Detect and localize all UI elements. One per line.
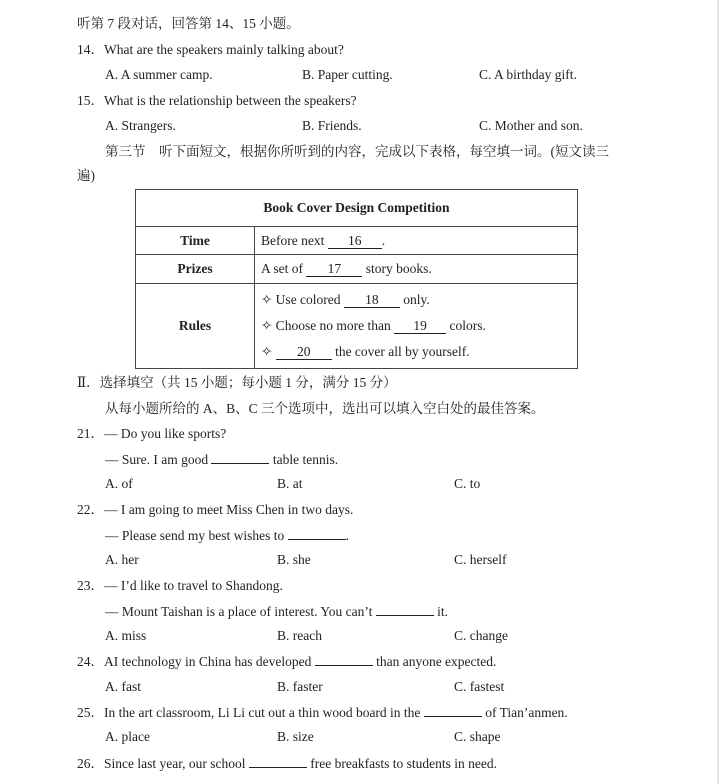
time-suffix: . xyxy=(381,232,386,248)
rule-1 xyxy=(261,287,577,313)
option-a: A. of xyxy=(105,476,133,491)
question-text: In the art classroom, Li Li cut out a thin wood board in the xyxy=(104,705,421,720)
answer-blank[interactable] xyxy=(288,526,346,540)
section3-instruction-cont: 遍) xyxy=(77,168,95,183)
answer-blank[interactable] xyxy=(315,652,373,666)
rule-1-suffix: only. xyxy=(403,292,430,307)
dialogue-text: — Sure. I am good xyxy=(105,452,209,467)
option-a: A. her xyxy=(105,552,139,567)
question-14 xyxy=(77,41,344,59)
question-number: 23． xyxy=(77,578,104,593)
answer-blank[interactable] xyxy=(249,754,307,768)
option-c: C. herself xyxy=(454,552,507,567)
dialogue-line-2 xyxy=(105,602,448,621)
prizes-label: Prizes xyxy=(136,255,255,284)
option-a: A. miss xyxy=(105,628,147,643)
prizes-value xyxy=(255,255,578,284)
question-number: 22． xyxy=(77,502,104,517)
question-24 xyxy=(77,652,496,671)
question-text: Since last year, our school xyxy=(104,756,246,771)
dialogue-line-1: — I’d like to travel to Shandong. xyxy=(104,578,283,593)
option-a: A. fast xyxy=(105,679,141,694)
question-21 xyxy=(77,425,226,443)
option-c: C. fastest xyxy=(454,679,505,694)
question-23 xyxy=(77,577,283,595)
prizes-suffix: story books. xyxy=(365,261,432,276)
dialogue-text: — Mount Taishan is a place of interest. You can’t xyxy=(105,604,373,619)
option-c: C. change xyxy=(454,628,508,643)
answer-blank[interactable] xyxy=(424,703,482,717)
dialogue-text-after: . xyxy=(345,528,349,543)
question-text: What is the relationship between the speakers? xyxy=(104,93,357,108)
option-c: C. A birthday gift. xyxy=(479,67,577,82)
time-label: Time xyxy=(136,227,255,255)
option-c: C. to xyxy=(454,476,481,491)
rule-2-prefix: ✧ Choose no more than xyxy=(261,318,391,333)
rule-3-suffix: the cover all by yourself. xyxy=(335,344,470,359)
part-2-title: Ⅱ．选择填空（共 15 小题；每小题 1 分，满分 15 分） xyxy=(77,375,397,390)
table-title: Book Cover Design Competition xyxy=(136,190,578,227)
question-25 xyxy=(77,703,568,722)
dialogue-line-2 xyxy=(105,450,338,469)
dialogue-line-1: — I am going to meet Miss Chen in two days. xyxy=(104,502,354,517)
option-c: C. shape xyxy=(454,729,501,744)
question-text-after: free breakfasts to students in need. xyxy=(310,756,497,771)
option-b: B. size xyxy=(277,729,314,744)
question-number: 15． xyxy=(77,93,104,108)
question-text-after: of Tian’anmen. xyxy=(485,705,568,720)
option-b: B. Paper cutting. xyxy=(302,67,393,82)
option-b: B. faster xyxy=(277,679,323,694)
option-b: B. reach xyxy=(277,628,322,643)
answer-blank[interactable] xyxy=(376,602,434,616)
question-22 xyxy=(77,501,353,519)
question-text: What are the speakers mainly talking about? xyxy=(104,42,344,57)
question-number: 21． xyxy=(77,426,104,441)
option-b: B. Friends. xyxy=(302,118,362,133)
dialogue-text-after: it. xyxy=(437,604,449,619)
option-a: A. A summer camp. xyxy=(105,67,213,82)
dialogue-line-1: — Do you like sports? xyxy=(104,426,227,441)
part-2-instruction: 从每小题所给的 A、B、C 三个选项中，选出可以填入空白处的最佳答案。 xyxy=(105,401,545,416)
dialogue-line-2 xyxy=(105,526,349,545)
option-b: B. she xyxy=(277,552,311,567)
blank-17[interactable]: 17 xyxy=(306,261,362,277)
question-15 xyxy=(77,92,357,110)
time-prefix: Before next xyxy=(261,232,325,248)
rule-2 xyxy=(261,313,577,339)
time-value xyxy=(255,227,578,255)
blank-16[interactable]: 16 xyxy=(328,233,382,249)
section3-instruction: 第三节 听下面短文，根据你所听到的内容，完成以下表格，每空填一词。(短文读三 xyxy=(105,144,609,159)
question-number: 14． xyxy=(77,42,104,57)
answer-blank[interactable] xyxy=(211,450,269,464)
rules-value xyxy=(255,284,578,369)
option-a: A. place xyxy=(105,729,150,744)
question-number: 25． xyxy=(77,705,104,720)
question-26 xyxy=(77,754,497,773)
rule-1-prefix: ✧ Use colored xyxy=(261,292,341,307)
question-text-after: than anyone expected. xyxy=(376,654,497,669)
blank-19[interactable]: 19 xyxy=(394,318,446,334)
blank-20[interactable]: 20 xyxy=(276,344,332,360)
option-b: B. at xyxy=(277,476,303,491)
question-number: 26． xyxy=(77,756,104,771)
question-number: 24． xyxy=(77,654,104,669)
prizes-prefix: A set of xyxy=(261,261,303,276)
section-intro: 听第 7 段对话，回答第 14、15 小题。 xyxy=(77,16,300,31)
rule-2-suffix: colors. xyxy=(449,318,486,333)
rules-label: Rules xyxy=(136,284,255,369)
option-a: A. Strangers. xyxy=(105,118,176,133)
competition-table xyxy=(135,189,578,369)
question-text: AI technology in China has developed xyxy=(104,654,312,669)
dialogue-text-after: table tennis. xyxy=(272,452,339,467)
blank-18[interactable]: 18 xyxy=(344,292,400,308)
dialogue-text: — Please send my best wishes to xyxy=(105,528,285,543)
option-c: C. Mother and son. xyxy=(479,118,583,133)
rule-3-prefix: ✧ xyxy=(261,344,273,359)
rule-3 xyxy=(261,339,577,365)
